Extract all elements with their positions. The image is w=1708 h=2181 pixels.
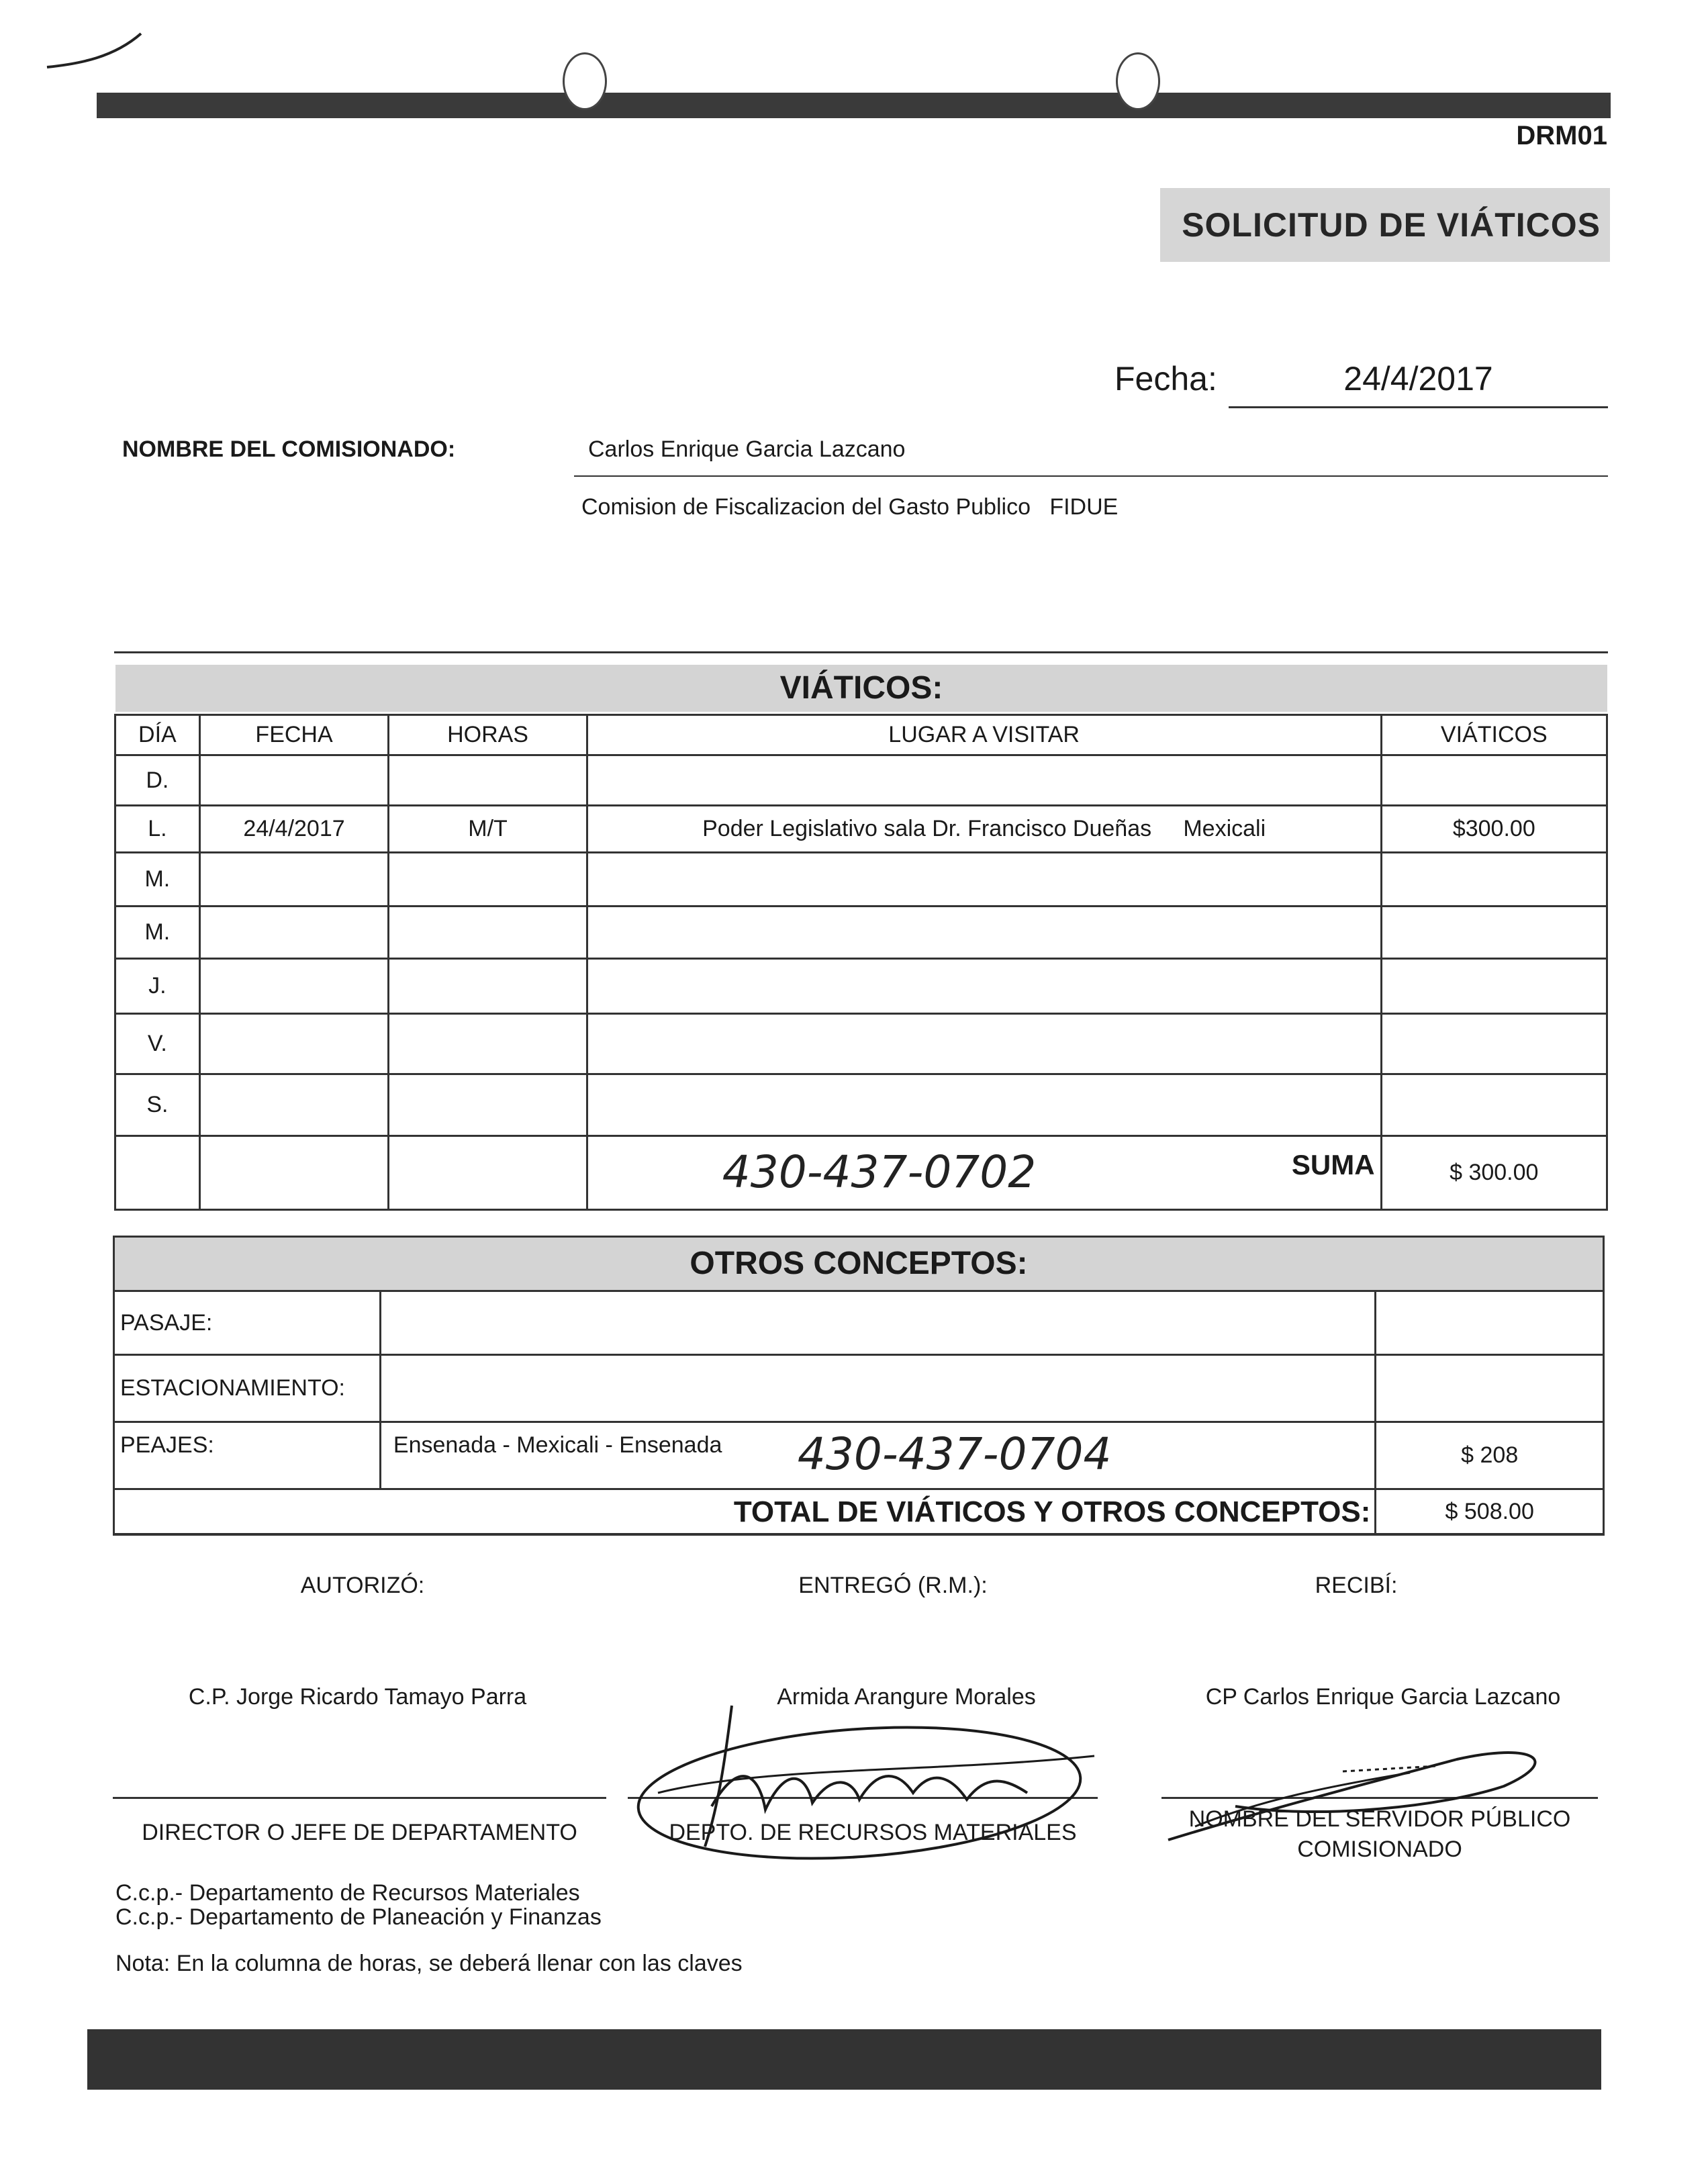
header-lugar: LUGAR A VISITAR: [587, 715, 1381, 755]
ccp-planeacion-finanzas: C.c.p.- Departamento de Planeación y Finanzas: [115, 1904, 602, 1930]
cell-fecha: [199, 755, 389, 806]
table-row: [114, 1355, 1604, 1422]
cell-dia: D.: [115, 755, 200, 806]
cell-lugar: [587, 755, 1381, 806]
table-row: [115, 755, 1607, 806]
cell-horas: [389, 755, 587, 806]
pen-mark: [40, 27, 148, 74]
cell-fecha: 24/4/2017: [199, 806, 389, 853]
fecha-value: 24/4/2017: [1343, 360, 1493, 398]
cell-lugar: [587, 853, 1381, 907]
entrego-role: DEPTO. DE RECURSOS MATERIALES: [669, 1820, 1077, 1845]
cell-descripcion: [380, 1355, 1375, 1422]
viaticos-table: [114, 714, 1608, 1211]
table-row: [115, 907, 1607, 959]
handwritten-account-code: 430-437-0702: [722, 1146, 1037, 1198]
handwritten-account-code: 430-437-0704: [797, 1428, 1112, 1480]
comisionado-department: Comision de Fiscalizacion del Gasto Publico FIDUE: [581, 494, 1119, 520]
total-label: TOTAL DE VIÁTICOS Y OTROS CONCEPTOS:: [114, 1489, 1376, 1535]
autorizo-signature-line: [113, 1797, 606, 1799]
cell-dia: M.: [115, 853, 200, 907]
recibi-role-line2: COMISIONADO: [1297, 1837, 1462, 1862]
cell-horas: [389, 853, 587, 907]
recibi-heading: RECIBÍ:: [1315, 1573, 1398, 1598]
cell-monto: $300.00: [1381, 806, 1607, 853]
viaticos-section-title: VIÁTICOS:: [115, 665, 1607, 712]
suma-row: [115, 1136, 1607, 1210]
comisionado-label: NOMBRE DEL COMISIONADO:: [122, 436, 456, 462]
cell-fecha: [199, 907, 389, 959]
cell-monto: [1376, 1291, 1604, 1355]
form-code: DRM01: [1516, 121, 1607, 150]
cell-monto: [1381, 755, 1607, 806]
cell-lugar: [587, 1014, 1381, 1074]
ccp-recursos-materiales: C.c.p.- Departamento de Recursos Materiales: [115, 1880, 580, 1906]
suma-value: $ 300.00: [1381, 1136, 1607, 1210]
recibi-name: CP Carlos Enrique Garcia Lazcano: [1205, 1684, 1561, 1710]
cell-horas: [389, 907, 587, 959]
cell-horas: [389, 959, 587, 1014]
comisionado-name: Carlos Enrique Garcia Lazcano: [588, 436, 906, 462]
cell-fecha: [199, 959, 389, 1014]
cell-fecha: [199, 853, 389, 907]
punch-hole: [563, 52, 607, 110]
header-viaticos: VIÁTICOS: [1381, 715, 1607, 755]
cell-lugar: [587, 959, 1381, 1014]
punch-hole: [1116, 52, 1160, 110]
cell-monto: [1381, 1074, 1607, 1136]
header-fecha: FECHA: [199, 715, 389, 755]
bottom-bar: [87, 2029, 1601, 2090]
cell-monto: [1376, 1355, 1604, 1422]
total-value: $ 508.00: [1376, 1489, 1604, 1535]
cell-dia: V.: [115, 1014, 200, 1074]
signature-carlos-garcia: [1155, 1732, 1584, 1853]
entrego-heading: ENTREGÓ (R.M.):: [798, 1573, 988, 1598]
cell-lugar: [587, 1074, 1381, 1136]
total-row: [114, 1489, 1604, 1535]
cell-monto: $ 208: [1376, 1422, 1604, 1489]
table-row: [115, 959, 1607, 1014]
cell-horas: [389, 1014, 587, 1074]
suma-label: SUMA: [1291, 1149, 1375, 1180]
cell-fecha: [199, 1074, 389, 1136]
table-row: [115, 1074, 1607, 1136]
table-row: [115, 853, 1607, 907]
cell-descripcion: [380, 1291, 1375, 1355]
otros-table: [113, 1290, 1605, 1536]
table-row: [114, 1291, 1604, 1355]
cell-dia: J.: [115, 959, 200, 1014]
cell-monto: [1381, 1014, 1607, 1074]
recibi-role-line1: NOMBRE DEL SERVIDOR PÚBLICO: [1188, 1806, 1571, 1832]
table-row: [114, 1422, 1604, 1489]
autorizo-role: DIRECTOR O JEFE DE DEPARTAMENTO: [142, 1820, 577, 1845]
cell-dia: L.: [115, 806, 200, 853]
form-title: SOLICITUD DE VIÁTICOS: [1160, 188, 1610, 262]
section-divider: [114, 651, 1608, 653]
fecha-underline: [1229, 406, 1608, 408]
cell-monto: [1381, 853, 1607, 907]
comisionado-underline: [574, 475, 1608, 477]
cell-dia: S.: [115, 1074, 200, 1136]
cell-lugar: [587, 907, 1381, 959]
cell-descripcion: Ensenada - Mexicali - Ensenada: [393, 1432, 722, 1458]
nota-horas: Nota: En la columna de horas, se deberá llenar con las claves: [115, 1951, 743, 1976]
signature-armida-arangure: [631, 1692, 1114, 1867]
header-horas: HORAS: [389, 715, 587, 755]
top-bar: [97, 93, 1611, 118]
autorizo-name: C.P. Jorge Ricardo Tamayo Parra: [188, 1684, 527, 1710]
otros-section-title: OTROS CONCEPTOS:: [115, 1238, 1603, 1290]
cell-concepto: PASAJE:: [114, 1291, 381, 1355]
autorizo-heading: AUTORIZÓ:: [300, 1573, 425, 1598]
table-row: [115, 806, 1607, 853]
cell-monto: [1381, 907, 1607, 959]
cell-concepto: PEAJES:: [114, 1422, 381, 1489]
cell-horas: [389, 1074, 587, 1136]
cell-dia: M.: [115, 907, 200, 959]
fecha-label: Fecha:: [1114, 360, 1217, 398]
table-row: [115, 1014, 1607, 1074]
entrego-name: Armida Arangure Morales: [777, 1684, 1036, 1710]
cell-horas: M/T: [389, 806, 587, 853]
header-dia: DÍA: [115, 715, 200, 755]
cell-monto: [1381, 959, 1607, 1014]
cell-fecha: [199, 1014, 389, 1074]
cell-concepto: ESTACIONAMIENTO:: [114, 1355, 381, 1422]
cell-lugar: Poder Legislativo sala Dr. Francisco Dueñas Mexicali: [587, 806, 1381, 853]
viaticos-header-row: [115, 715, 1607, 755]
